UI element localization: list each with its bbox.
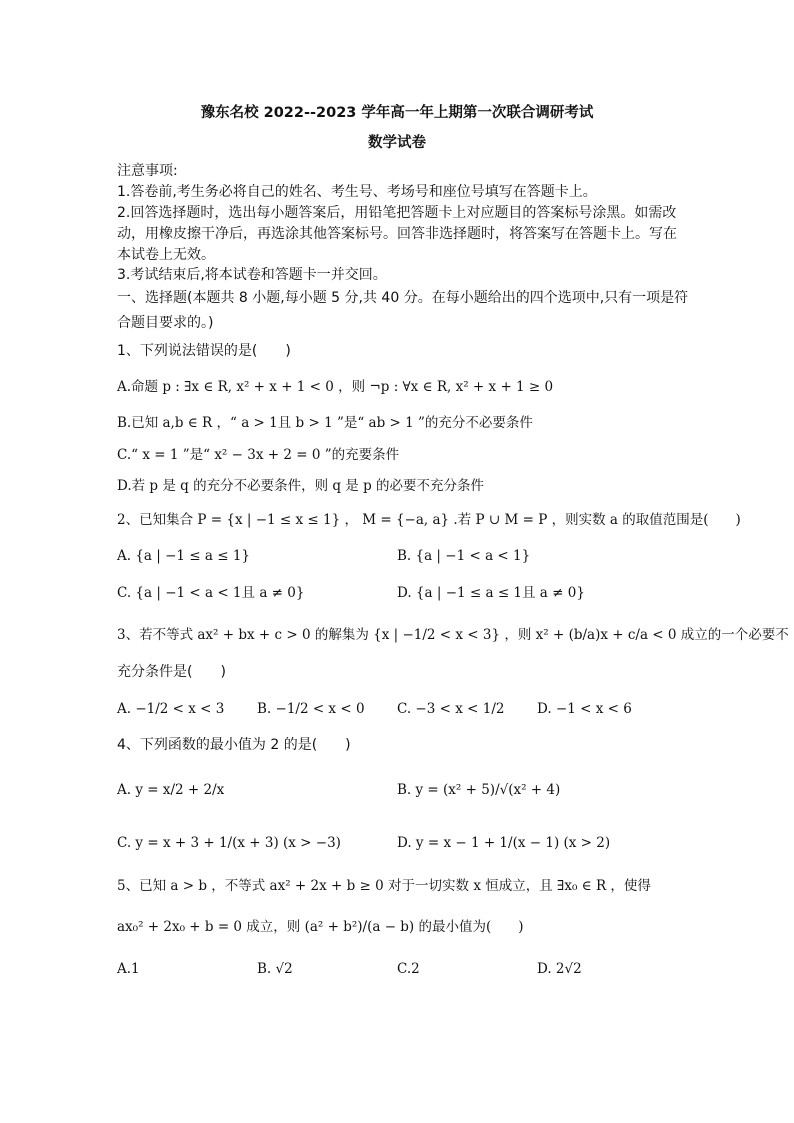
section-1-heading-cont: 合题目要求的。) <box>117 315 214 331</box>
question-3-stem: 3、若不等式 ax² + bx + c > 0 的解集为 {x | −1/2 < x < 3} ，则 x² + (b/a)x + c/a < 0 成立的一个必要不 <box>117 627 789 643</box>
question-5-option-a: A.1 <box>117 961 140 977</box>
question-4-option-a: A. y = x/2 + 2/x <box>117 782 225 798</box>
question-1-option-a: A.命题 p : ∃x ∈ R, x² + x + 1 < 0 ，则 ¬p : ∀x ∈ R, x² + x + 1 ≥ 0 <box>117 379 554 395</box>
question-5-option-c: C.2 <box>397 961 420 977</box>
question-2-option-a: A. {a | −1 ≤ a ≤ 1} <box>117 548 251 564</box>
notice-item-1: 1.答卷前,考生务必将自己的姓名、考生号、考场号和座位号填写在答题卡上。 <box>117 184 597 200</box>
notice-item-2-line-2: 动，用橡皮擦干净后，再选涂其他答案标号。回答非选择题时，将答案写在答题卡上。写在 <box>117 226 677 242</box>
question-3-stem-cont: 充分条件是( ) <box>117 664 226 680</box>
question-1-option-c: C.“ x = 1 ”是“ x² − 3x + 2 = 0 ”的充要条件 <box>117 447 400 463</box>
question-4-option-d: D. y = x − 1 + 1/(x − 1) (x > 2) <box>397 835 611 851</box>
question-3-option-a: A. −1/2 < x < 3 <box>117 701 225 717</box>
question-2-option-c: C. {a | −1 < a < 1且 a ≠ 0} <box>117 585 305 601</box>
notice-heading: 注意事项: <box>117 163 178 179</box>
question-3-option-b: B. −1/2 < x < 0 <box>257 701 365 717</box>
question-5-stem: 5、已知 a > b ，不等式 ax² + 2x + b ≥ 0 对于一切实数 x 恒成立，且 ∃x₀ ∈ R ，使得 <box>117 878 651 894</box>
question-5-option-b: B. √2 <box>257 961 293 977</box>
question-1-option-d: D.若 p 是 q 的充分不必要条件，则 q 是 p 的必要不充分条件 <box>117 478 485 494</box>
question-2-option-b: B. {a | −1 < a < 1} <box>397 548 531 564</box>
notice-item-2-line-1: 2.回答选择题时，选出每小题答案后，用铅笔把答题卡上对应题目的答案标号涂黑。如需改 <box>117 205 677 221</box>
question-3-option-d: D. −1 < x < 6 <box>537 701 632 717</box>
question-2-stem: 2、已知集合 P = {x | −1 ≤ x ≤ 1} ， M = {−a, a} .若 P ∪ M = P ，则实数 a 的取值范围是( ) <box>117 512 741 528</box>
section-1-heading: 一、选择题(本题共 8 小题,每小题 5 分,共 40 分。在每小题给出的四个选项中,只有一项是符 <box>117 290 689 306</box>
notice-item-2-line-3: 本试卷上无效。 <box>117 247 215 263</box>
question-1-stem: 1、下列说法错误的是( ) <box>117 343 291 359</box>
notice-item-3: 3.考试结束后,将本试卷和答题卡一并交回。 <box>117 267 387 283</box>
question-1-option-b: B.已知 a,b ∈ R ，“ a > 1且 b > 1 ”是“ ab > 1 ”的充分不必要条件 <box>117 415 533 431</box>
question-4-option-b: B. y = (x² + 5)/√(x² + 4) <box>397 782 561 798</box>
question-4-option-c: C. y = x + 3 + 1/(x + 3) (x > −3) <box>117 835 341 851</box>
question-2-option-d: D. {a | −1 ≤ a ≤ 1且 a ≠ 0} <box>397 585 585 601</box>
exam-title: 豫东名校 2022--2023 学年高一年上期第一次联合调研考试 <box>200 105 594 121</box>
question-5-option-d: D. 2√2 <box>537 961 582 977</box>
exam-subtitle: 数学试卷 <box>368 135 426 151</box>
question-3-option-c: C. −3 < x < 1/2 <box>397 701 505 717</box>
question-4-stem: 4、下列函数的最小值为 2 的是( ) <box>117 737 351 753</box>
question-5-stem-cont: ax₀² + 2x₀ + b = 0 成立，则 (a² + b²)/(a − b) 的最小值为( ) <box>117 919 524 935</box>
